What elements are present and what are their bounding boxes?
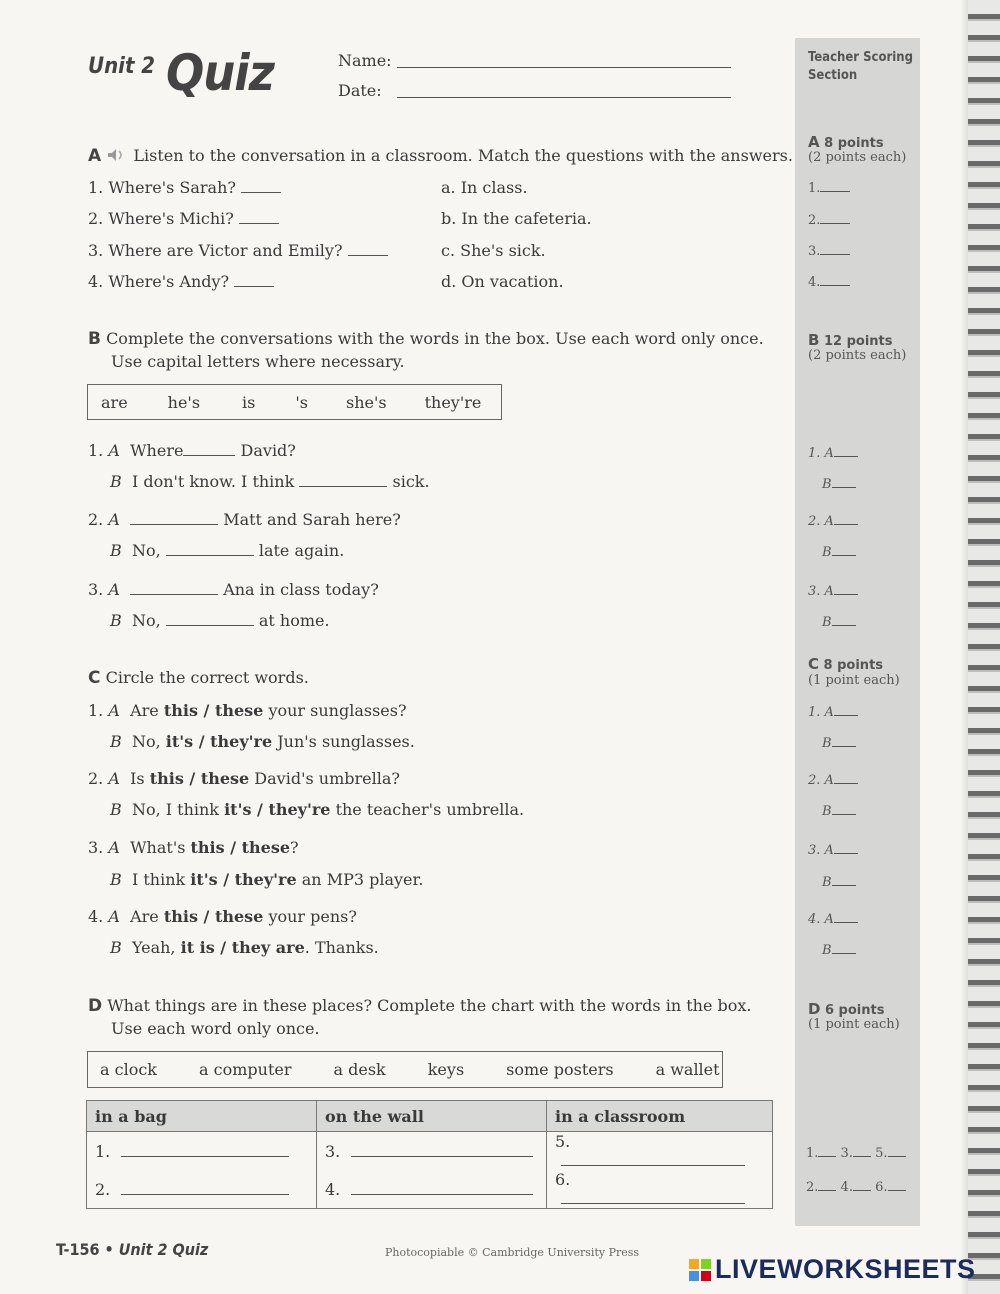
section-d-text-1: What things are in these places? Complete the chart with the words in the box.: [107, 996, 752, 1015]
spiral-binding: [968, 0, 1000, 1294]
c-each: (1 point each): [808, 673, 900, 688]
b-points-head: [808, 331, 893, 349]
scoring-title: [808, 49, 913, 85]
d-col-classroom: in a classroom: [547, 1101, 773, 1132]
b-blank-2b[interactable]: [166, 554, 254, 556]
c-item-3b: B I think it's / they're an MP3 player.: [110, 870, 424, 889]
b-blank-3a[interactable]: [130, 593, 218, 595]
section-c-instruction: [88, 668, 309, 688]
score-c2b[interactable]: B: [822, 804, 856, 819]
d-cell-6[interactable]: 6.: [547, 1170, 773, 1209]
d-word-3: a desk: [333, 1060, 386, 1079]
b-letter: B: [808, 331, 820, 349]
c-item-2b: B No, I think it's / they're the teacher's umbrella.: [110, 800, 525, 819]
section-a-text: Listen to the conversation in a classroom. Match the questions with the answers.: [133, 146, 793, 165]
c-item-2a: 2. A Is this / these David's umbrella?: [88, 769, 400, 788]
d-points-head: [808, 1000, 884, 1018]
b-item-3b: B No, at home.: [110, 611, 330, 630]
score-c4b[interactable]: B: [822, 943, 856, 958]
a-answer-2[interactable]: [239, 222, 279, 224]
section-d-instruction: [88, 996, 751, 1016]
score-c1a[interactable]: 1. A: [808, 705, 858, 720]
a-answer-3[interactable]: [348, 254, 388, 256]
c-item-4a: 4. A Are this / these your pens?: [88, 907, 357, 926]
d-word-1: a clock: [100, 1060, 157, 1079]
a-option-c: c. She's sick.: [441, 241, 546, 260]
c-points: 8 points: [823, 658, 884, 673]
section-d-text-2: Use each word only once.: [111, 1019, 320, 1038]
section-b-text-1: Complete the conversations with the words in the box. Use each word only once.: [106, 329, 764, 348]
score-c3b[interactable]: B: [822, 875, 856, 890]
quiz-title: Quiz: [166, 44, 274, 102]
a-answer-1[interactable]: [241, 191, 281, 193]
score-a4[interactable]: 4.: [808, 275, 850, 290]
d-letter: D: [808, 1000, 821, 1018]
name-label: Name:: [338, 51, 392, 70]
liveworksheets-logo: [689, 1254, 976, 1285]
a-option-b: b. In the cafeteria.: [441, 209, 592, 228]
b-item-2a: 2. A Matt and Sarah here?: [88, 510, 401, 529]
a-option-a: a. In class.: [441, 178, 528, 197]
c-points-head: [808, 655, 883, 673]
score-b2b[interactable]: B: [822, 545, 856, 560]
a-question-2: 2. Where's Michi?: [88, 209, 279, 228]
b-blank-3b[interactable]: [166, 624, 254, 626]
c-choice-1a[interactable]: this / these: [163, 701, 264, 720]
section-a-instruction: [88, 146, 793, 166]
section-a-letter: A: [88, 146, 102, 166]
d-cell-5[interactable]: 5.: [547, 1132, 773, 1171]
b-blank-1a[interactable]: [183, 454, 235, 456]
b-word-5: she's: [345, 392, 387, 412]
b-item-1b: B I don't know. I think sick.: [110, 472, 430, 491]
b-word-6: they're: [424, 392, 482, 412]
d-cell-1[interactable]: 1.: [87, 1132, 317, 1171]
liveworksheets-text: LIVEWORKSHEETS: [715, 1254, 976, 1284]
b-item-2b: B No, late again.: [110, 541, 345, 560]
scoring-title-line2: Section: [808, 68, 858, 83]
d-chart-header: [87, 1101, 773, 1132]
footer-page: T-156 • Unit 2 Quiz: [56, 1240, 209, 1259]
d-word-4: keys: [427, 1060, 465, 1079]
b-word-4: 's: [295, 392, 308, 412]
c-choice-2b[interactable]: it's / they're: [224, 800, 331, 819]
d-word-2: a computer: [199, 1060, 292, 1079]
b-points: 12 points: [823, 334, 893, 349]
name-field[interactable]: [397, 67, 731, 68]
score-d-row1[interactable]: 1. 3. 5.: [806, 1146, 906, 1161]
a-option-d: d. On vacation.: [441, 272, 564, 291]
b-word-1: are: [101, 392, 128, 412]
table-row: [87, 1132, 773, 1171]
score-b3b[interactable]: B: [822, 615, 856, 630]
section-b-text-2: Use capital letters where necessary.: [111, 352, 405, 371]
score-c4a[interactable]: 4. A: [808, 912, 858, 927]
d-points: 6 points: [824, 1003, 885, 1018]
c-choice-4b[interactable]: it is / they are: [180, 938, 305, 957]
a-question-3: 3. Where are Victor and Emily?: [88, 241, 388, 260]
score-a1[interactable]: 1.: [808, 181, 850, 196]
score-a2[interactable]: 2.: [808, 213, 850, 228]
c-letter: C: [808, 655, 820, 673]
b-item-1a: 1. A Where David?: [88, 441, 296, 460]
b-word-3: is: [242, 392, 256, 412]
scoring-title-line1: Teacher Scoring: [808, 50, 913, 65]
c-choice-1b[interactable]: it's / they're: [165, 732, 273, 751]
d-word-5: some posters: [506, 1060, 614, 1079]
a-each: (2 points each): [808, 150, 907, 165]
section-c-letter: C: [88, 668, 101, 688]
score-c1b[interactable]: B: [822, 736, 856, 751]
score-b1a[interactable]: 1. A: [808, 446, 858, 461]
c-item-4b: B Yeah, it is / they are. Thanks.: [110, 938, 379, 957]
score-a3[interactable]: 3.: [808, 244, 850, 259]
d-col-bag: in a bag: [87, 1101, 317, 1132]
footer-copyright: Photocopiable © Cambridge University Press: [385, 1246, 640, 1259]
section-c-text: Circle the correct words.: [105, 668, 309, 687]
date-label: Date:: [338, 81, 382, 100]
c-item-3a: 3. A What's this / these?: [88, 838, 299, 857]
c-item-1a: 1. A Are this / these your sunglasses?: [88, 701, 407, 720]
b-each: (2 points each): [808, 348, 907, 363]
score-c3a[interactable]: 3. A: [808, 843, 858, 858]
c-choice-3a[interactable]: this / these: [190, 838, 290, 857]
d-each: (1 point each): [808, 1017, 900, 1032]
c-choice-3b[interactable]: it's / they're: [190, 870, 297, 889]
a-points-head: [808, 133, 884, 151]
b-blank-2a[interactable]: [130, 523, 218, 525]
a-question-4: 4. Where's Andy?: [88, 272, 274, 291]
c-item-1b: B No, it's / they're Jun's sunglasses.: [110, 732, 415, 751]
d-cell-2[interactable]: 2.: [87, 1170, 317, 1209]
table-row: [87, 1170, 773, 1209]
d-cell-4[interactable]: 4.: [317, 1170, 547, 1209]
b-item-3a: 3. A Ana in class today?: [88, 580, 379, 599]
audio-icon[interactable]: [106, 147, 128, 166]
score-b2a[interactable]: 2. A: [808, 514, 858, 529]
b-word-2: he's: [167, 392, 201, 412]
date-field[interactable]: [397, 97, 731, 98]
section-b-instruction: [88, 329, 764, 349]
score-d-row2[interactable]: 2. 4. 6.: [806, 1180, 906, 1195]
score-c2a[interactable]: 2. A: [808, 773, 858, 788]
score-b1b[interactable]: B: [822, 477, 856, 492]
a-points: 8 points: [824, 136, 884, 151]
b-blank-1b[interactable]: [299, 485, 387, 487]
d-word-6: a wallet: [655, 1060, 720, 1079]
liveworksheets-icon: [689, 1259, 711, 1281]
a-question-1: 1. Where's Sarah?: [88, 178, 281, 197]
c-choice-4a[interactable]: this / these: [163, 907, 264, 926]
section-d-letter: D: [88, 996, 103, 1016]
d-cell-3[interactable]: 3.: [317, 1132, 547, 1171]
b-word-box: [87, 384, 502, 420]
d-word-box: [87, 1051, 723, 1088]
score-b3a[interactable]: 3. A: [808, 584, 858, 599]
c-choice-2a[interactable]: this / these: [149, 769, 250, 788]
unit-label: Unit 2: [88, 54, 156, 79]
d-chart: [86, 1100, 773, 1209]
section-b-letter: B: [88, 329, 101, 349]
a-letter: A: [808, 133, 820, 151]
a-answer-4[interactable]: [234, 285, 274, 287]
d-col-wall: on the wall: [317, 1101, 547, 1132]
